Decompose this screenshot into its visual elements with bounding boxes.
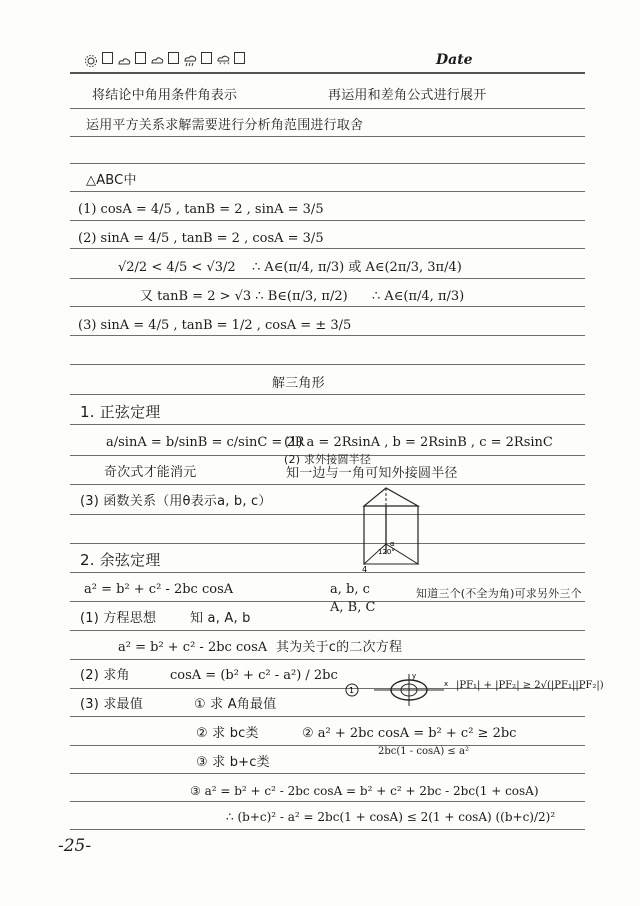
max-method-3: ③ 求 b+c类 [196,755,270,770]
weather-icon-row [84,52,245,67]
ruled-line [70,136,585,137]
ruled-line [70,543,585,544]
svg-text:x: x [444,680,449,688]
ruled-line [70,484,585,485]
sine-law-item-1: (1) a = 2RsinA , b = 2RsinB , c = 2RsinC [284,435,553,450]
quadratic-note: 其为关于c的二次方程 [276,640,403,655]
ellipse-note: |PF₁| + |PF₂| ≥ 2√(|PF₁||PF₂|) [456,680,604,691]
cosine-vars-angles: A, B, C [330,600,376,615]
sine-law-item-2: (2) 求外接圆半径 [284,453,372,466]
sine-law-formula: a/sinA = b/sinB = c/sinC = 2R [106,435,305,450]
ruled-line [70,248,585,249]
cosine-law-title: 2. 余弦定理 [80,551,161,569]
equation-idea-known: 知 a, A, b [190,611,251,626]
sine-law-note: 奇次式才能消元 [104,465,197,480]
cosine-note: 知道三个(不全为角)可求另外三个 [416,587,582,600]
ruled-line [70,514,585,515]
svg-text:120°: 120° [378,548,395,556]
prism-diagram [356,484,440,574]
ruled-line [70,278,585,279]
find-max: (3) 求最值 [80,697,143,712]
question-2-inequality-result: ∴ A∈(π/4, π/3) 或 A∈(2π/3, 3π/4) [252,260,462,275]
question-2: (2) sinA = 4/5 , tanB = 2 , cosA = 3/5 [78,231,324,246]
sine-law-item-3: (3) 函数关系（用θ表示a, b, c） [80,494,272,509]
weather-checkbox [234,52,245,64]
weather-checkbox [168,52,179,64]
ellipse-diagram [344,672,454,708]
ruled-line [70,773,585,774]
intro-line2: 运用平方关系求解需要进行分析角范围进行取舍 [86,118,364,133]
svg-text:y: y [412,672,417,680]
max-method-3-work: ③ a² = b² + c² - 2bc cosA = b² + c² + 2bc - 2bc(1 + cosA) [190,784,539,798]
question-2-tanb-result: ∴ A∈(π/4, π/3) [372,289,465,304]
sine-law-note-2: 知一边与一角可知外接圆半径 [286,466,458,481]
ruled-line [70,306,585,307]
triangle-heading: △ABC中 [86,173,137,188]
ruled-line [70,829,585,830]
rain-icon [183,52,197,64]
ruled-line [70,364,585,365]
date-label: Date [436,52,473,68]
weather-checkbox [201,52,212,64]
find-angle: (2) 求角 [80,668,130,683]
intro-line1-left: 将结论中角用条件角表示 [92,88,238,103]
ruled-line [70,424,585,425]
sun-icon [84,52,98,64]
header-rule [70,72,585,74]
ruled-line [70,335,585,336]
find-angle-formula: cosA = (b² + c² - a²) / 2bc [170,668,338,683]
max-method-1: ① 求 A角最值 [194,697,277,712]
ruled-line [70,716,585,717]
weather-checkbox [135,52,146,64]
ruled-line [70,745,585,746]
ruled-line [70,220,585,221]
ruled-line [70,191,585,192]
question-2-tanb: 又 tanB = 2 > √3 ∴ B∈(π/3, π/2) [140,289,348,304]
ruled-line [70,801,585,802]
ruled-line [70,394,585,395]
quadratic-equation: a² = b² + c² - 2bc cosA [118,640,268,655]
page-number: -25- [58,836,92,856]
ruled-line [70,572,585,573]
ruled-line [70,163,585,164]
sine-law-title: 1. 正弦定理 [80,403,161,421]
cloud-sun-icon [117,52,131,64]
question-2-inequality: √2/2 < 4/5 < √3/2 [118,260,236,275]
max-method-2-work-2: 2bc(1 - cosA) ≤ a² [378,746,469,757]
section-title: 解三角形 [272,376,325,391]
weather-checkbox [102,52,113,64]
equation-idea: (1) 方程思想 [80,611,157,626]
cloud-icon [150,52,164,64]
svg-text:α: α [390,540,395,548]
intro-line1-right: 再运用和差角公式进行展开 [328,88,487,103]
cosine-vars-sides: a, b, c [330,582,370,597]
question-3: (3) sinA = 4/5 , tanB = 1/2 , cosA = ± 3/5 [78,318,352,333]
svg-text:4: 4 [362,565,368,574]
ruled-line [70,630,585,631]
snow-icon [216,52,230,67]
cosine-law-formula: a² = b² + c² - 2bc cosA [84,582,234,597]
svg-text:1: 1 [349,686,355,695]
ruled-line [70,659,585,660]
max-method-2-work: ② a² + 2bc cosA = b² + c² ≥ 2bc [302,726,517,741]
question-1: (1) cosA = 4/5 , tanB = 2 , sinA = 3/5 [78,202,324,217]
svg-text:* * *: * * * [219,62,230,67]
max-method-3-work-2: ∴ (b+c)² - a² = 2bc(1 + cosA) ≤ 2(1 + cosA) ((b+c)/2)² [226,810,556,824]
ruled-line [70,108,585,109]
max-method-2: ② 求 bc类 [196,726,259,741]
